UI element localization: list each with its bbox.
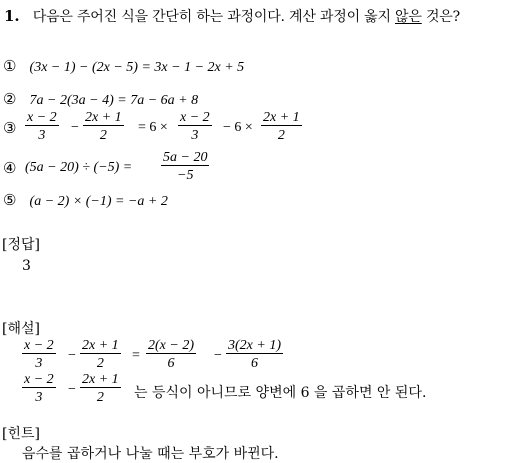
option-4[interactable] — [3, 150, 243, 188]
fraction: x − 2 3 — [180, 110, 210, 143]
fraction: 2x + 1 2 — [82, 372, 119, 405]
option-2[interactable] — [3, 89, 198, 109]
option-3[interactable]: ③ x − 2 3 − 2x + 1 2 = 6 × x − 2 3 − 6 × 2x + 1 2 — [3, 110, 300, 143]
option-expression: (a − 2) × (−1) = −a + 2 — [29, 194, 168, 209]
option-marker: ① — [3, 57, 17, 75]
option-expression: (5a − 20) ÷ (−5) = — [25, 160, 133, 175]
hint-label: [힌트] — [2, 426, 40, 442]
fraction: 2x + 1 2 — [82, 338, 119, 371]
explanation-line-2: x − 2 3 − 2x + 1 2 는 등식이 아니므로 양변에 6 을 곱하면 안 된다. — [24, 372, 427, 405]
fraction: x − 2 3 — [24, 338, 54, 371]
option-expression: (3x − 1) − (2x − 5) = 3x − 1 − 2x + 5 — [29, 60, 245, 75]
fraction: 3(2x + 1) 6 — [228, 338, 281, 371]
option-5[interactable] — [3, 190, 168, 210]
answer-value: 3 — [22, 258, 31, 274]
explanation-line-1: x − 2 3 − 2x + 1 2 = 2(x − 2) 6 − 3(2x + 1) 6 — [24, 338, 281, 371]
fraction: 2x + 1 2 — [263, 110, 300, 143]
fraction: x − 2 3 — [27, 110, 57, 143]
option-marker: ⑤ — [3, 191, 17, 209]
explanation-label: [해설] — [2, 321, 40, 337]
option-marker: ② — [3, 90, 17, 108]
question-number: 1. — [4, 7, 20, 25]
option-marker: ④ — [3, 159, 17, 177]
fraction: 5a − 20 −5 — [163, 150, 208, 183]
hint-text: 음수를 곱하거나 나눌 때는 부호가 바뀐다. — [22, 446, 279, 462]
option-marker: ③ — [3, 119, 17, 137]
fraction: 2x + 1 2 — [85, 110, 122, 143]
question-header — [4, 6, 460, 26]
fraction: x − 2 3 — [24, 372, 54, 405]
fraction: 2(x − 2) 6 — [148, 338, 194, 371]
answer-label: [정답] — [2, 237, 40, 253]
option-1[interactable] — [3, 56, 244, 76]
explanation-text: 는 등식이 아니므로 양변에 6 을 곱하면 안 된다. — [134, 385, 427, 401]
option-expression: 7a − 2(3a − 4) = 7a − 6a + 8 — [29, 93, 199, 108]
question-text: 다음은 주어진 식을 간단히 하는 과정이다. 계산 과정이 옳지 않은 것은? — [32, 9, 460, 25]
underlined-word: 않은 — [395, 9, 422, 25]
